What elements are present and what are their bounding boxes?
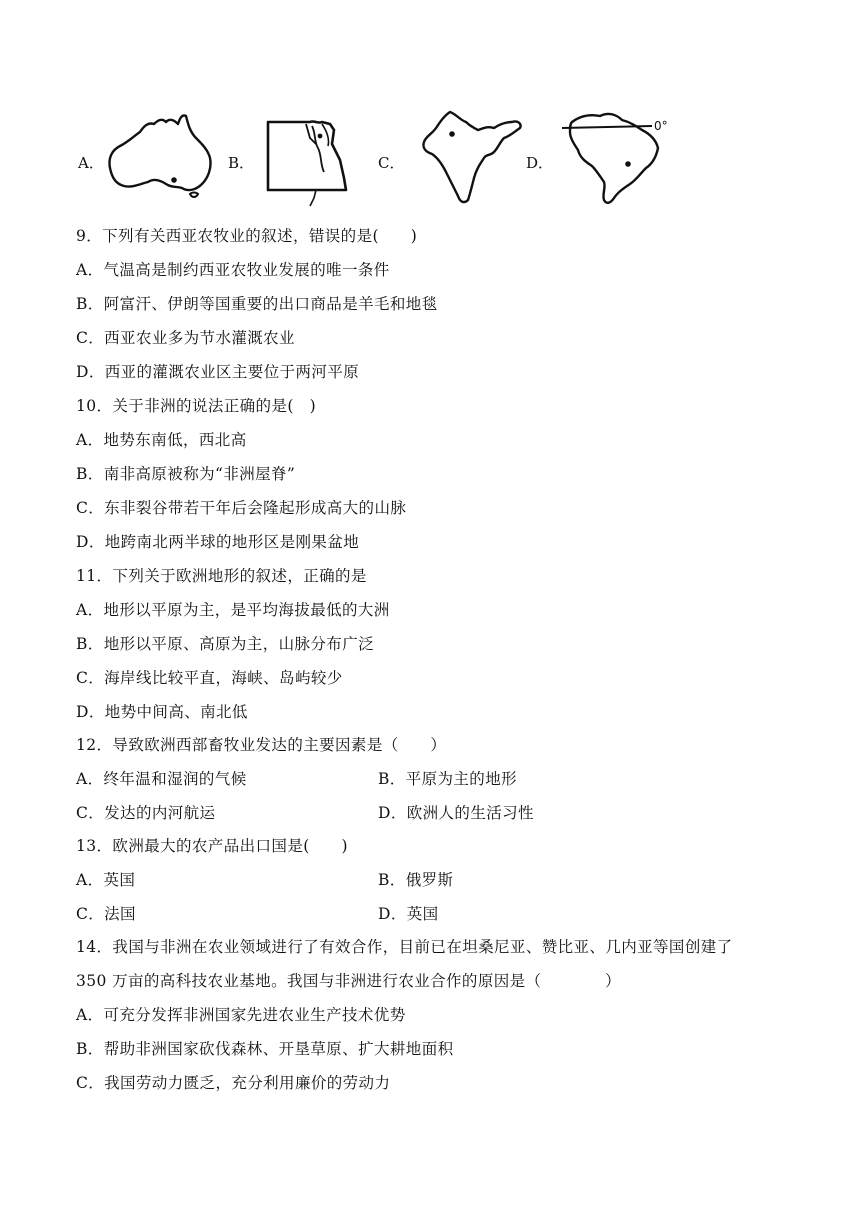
question-10-option-a: A．地势东南低，西北高	[76, 431, 247, 449]
question-11-option-a: A．地形以平原为主，是平均海拔最低的大洲	[76, 601, 390, 619]
equator-label: 0°	[654, 119, 668, 133]
map-option-b-letter: B．	[228, 154, 255, 172]
question-11-option-d: D．地势中间高、南北低	[76, 703, 248, 721]
map-options-row	[0, 108, 860, 213]
question-14-option-a: A．可充分发挥非洲国家先进农业生产技术优势	[76, 1006, 406, 1024]
question-14-option-b: B．帮助非洲国家砍伐森林、开垦草原、扩大耕地面积	[76, 1040, 454, 1058]
question-13-option-a: A．英国	[76, 871, 136, 889]
question-14-stem-line-1: 14．我国与非洲在农业领域进行了有效合作，目前已在坦桑尼亚、赞比亚、几内亚等国创建了	[76, 938, 733, 956]
question-11-option-c: C．海岸线比较平直，海峡、岛屿较少	[76, 669, 343, 687]
question-14-stem-line-2: 350 万亩的高科技农业基地。我国与非洲进行农业合作的原因是（ ）	[76, 972, 621, 990]
question-10-option-b: B．南非高原被称为“非洲屋脊”	[76, 465, 296, 483]
question-13-stem: 13．欧洲最大的农产品出口国是( )	[76, 837, 348, 855]
egypt-map-icon	[260, 116, 352, 212]
question-12-option-b: B．平原为主的地形	[378, 770, 517, 788]
question-12-option-c: C．发达的内河航运	[76, 804, 216, 822]
question-9-option-b: B．阿富汗、伊朗等国重要的出口商品是羊毛和地毯	[76, 295, 438, 313]
question-9-option-c: C．西亚农业多为节水灌溉农业	[76, 329, 295, 347]
question-11-option-b: B．地形以平原、高原为主，山脉分布广泛	[76, 635, 374, 653]
question-10-stem: 10．关于非洲的说法正确的是( )	[76, 397, 317, 415]
question-10-option-c: C．东非裂谷带若干年后会隆起形成高大的山脉	[76, 499, 407, 517]
brazil-map-icon	[560, 108, 680, 208]
question-9-stem: 9．下列有关西亚农牧业的叙述，错误的是( )	[76, 227, 418, 245]
map-option-a-letter: A．	[78, 154, 104, 172]
question-13-option-c: C．法国	[76, 905, 136, 923]
question-14-option-c: C．我国劳动力匮乏，充分利用廉价的劳动力	[76, 1074, 391, 1092]
map-option-c-letter: C．	[378, 154, 405, 172]
question-12-stem: 12．导致欧洲西部畜牧业发达的主要因素是（ ）	[76, 736, 447, 754]
question-12-option-d: D．欧洲人的生活习性	[378, 804, 534, 822]
map-option-d-letter: D．	[526, 154, 554, 172]
question-9-option-d: D．西亚的灌溉农业区主要位于两河平原	[76, 363, 360, 381]
question-9-option-a: A．气温高是制约西亚农牧业发展的唯一条件	[76, 261, 390, 279]
question-10-option-d: D．地跨南北两半球的地形区是刚果盆地	[76, 533, 360, 551]
india-map-icon	[416, 108, 526, 212]
question-12-option-a: A．终年温和湿润的气候	[76, 770, 247, 788]
australia-map-icon	[104, 110, 216, 200]
question-11-stem: 11．下列关于欧洲地形的叙述，正确的是	[76, 567, 367, 585]
question-13-option-b: B．俄罗斯	[378, 871, 454, 889]
question-13-option-d: D．英国	[378, 905, 439, 923]
